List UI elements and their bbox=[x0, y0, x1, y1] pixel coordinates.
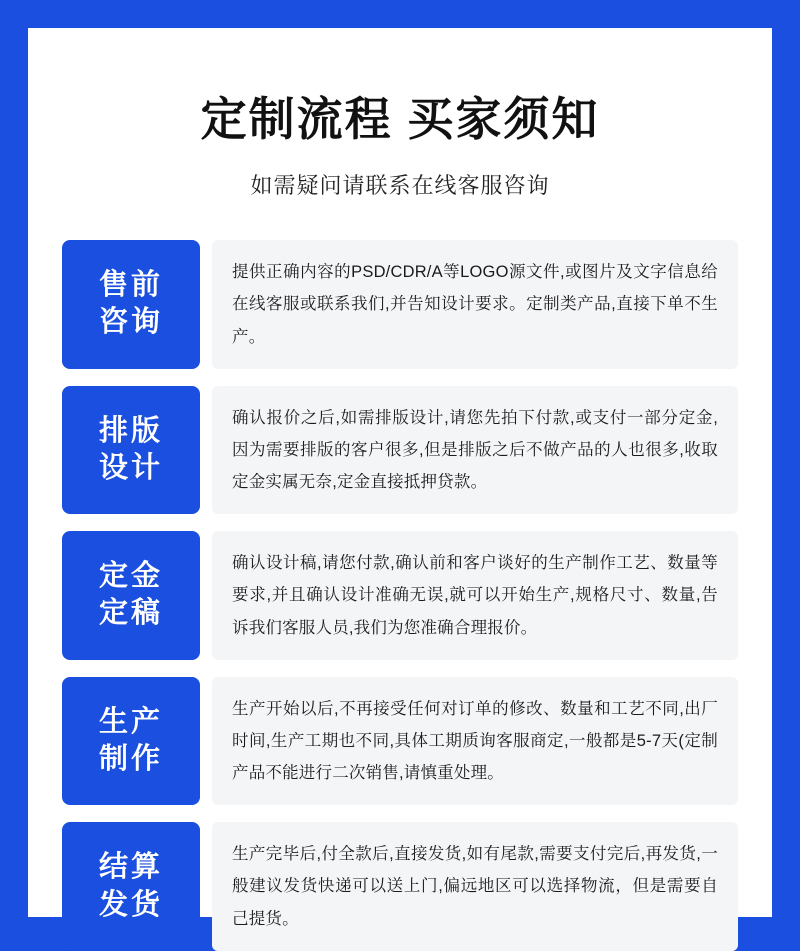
step-body bbox=[212, 386, 738, 515]
step-label-settlement-shipping bbox=[62, 822, 200, 951]
header bbox=[62, 78, 738, 200]
step-label-layout-design bbox=[62, 386, 200, 515]
step-label-line2: 定稿 bbox=[98, 597, 163, 630]
step-text: 提供正确内容的PSD/CDR/A等LOGO源文件,或图片及文字信息给在线客服或联系我们,并告知设计要求。定制类产品,直接下单不生产。 bbox=[232, 263, 718, 346]
step-label-line2: 咨询 bbox=[98, 306, 163, 339]
step-row bbox=[62, 240, 738, 369]
step-row bbox=[62, 386, 738, 515]
step-label-line1: 售前 bbox=[98, 269, 163, 302]
step-label-production bbox=[62, 677, 200, 806]
steps-list bbox=[62, 240, 738, 951]
step-text: 生产完毕后,付全款后,直接发货,如有尾款,需要支付完后,再发货,一般建议发货快递可以送上门,偏远地区可以选择物流，但是需要自己提货。 bbox=[232, 845, 718, 928]
step-label-line1: 定金 bbox=[98, 560, 163, 593]
step-row bbox=[62, 677, 738, 806]
step-label-deposit-final bbox=[62, 531, 200, 660]
content-card bbox=[28, 28, 772, 928]
page-subtitle: 如需疑问请联系在线客服咨询 bbox=[250, 173, 550, 199]
step-row bbox=[62, 531, 738, 660]
step-body bbox=[212, 677, 738, 806]
step-text: 生产开始以后,不再接受任何对订单的修改、数量和工艺不同,出厂时间,生产工期也不同,具体工期质询客服商定,一般都是5-7天(定制产品不能进行二次销售,请慎重处理。 bbox=[232, 699, 718, 783]
step-body bbox=[212, 240, 738, 369]
step-body bbox=[212, 822, 738, 951]
step-label-line2: 发货 bbox=[98, 888, 163, 921]
step-label-line1: 排版 bbox=[98, 414, 163, 447]
step-row bbox=[62, 822, 738, 951]
step-text: 确认报价之后,如需排版设计,请您先拍下付款,或支付一部分定金,因为需要排版的客户很多,但是排版之后不做产品的人也很多,收取定金实属无奈,定金直接抵押贷款。 bbox=[232, 408, 718, 492]
step-label-line2: 制作 bbox=[98, 742, 163, 775]
step-label-line1: 生产 bbox=[98, 705, 163, 738]
step-body bbox=[212, 531, 738, 660]
page-title: 定制流程 买家须知 bbox=[200, 93, 600, 145]
step-label-line2: 设计 bbox=[98, 451, 163, 484]
step-text: 确认设计稿,请您付款,确认前和客户谈好的生产制作工艺、数量等要求,并且确认设计准确无误,就可以开始生产,规格尺寸、数量,告诉我们客服人员,我们为您准确合理报价。 bbox=[232, 554, 718, 637]
step-label-presale bbox=[62, 240, 200, 369]
step-label-line1: 结算 bbox=[98, 851, 163, 884]
